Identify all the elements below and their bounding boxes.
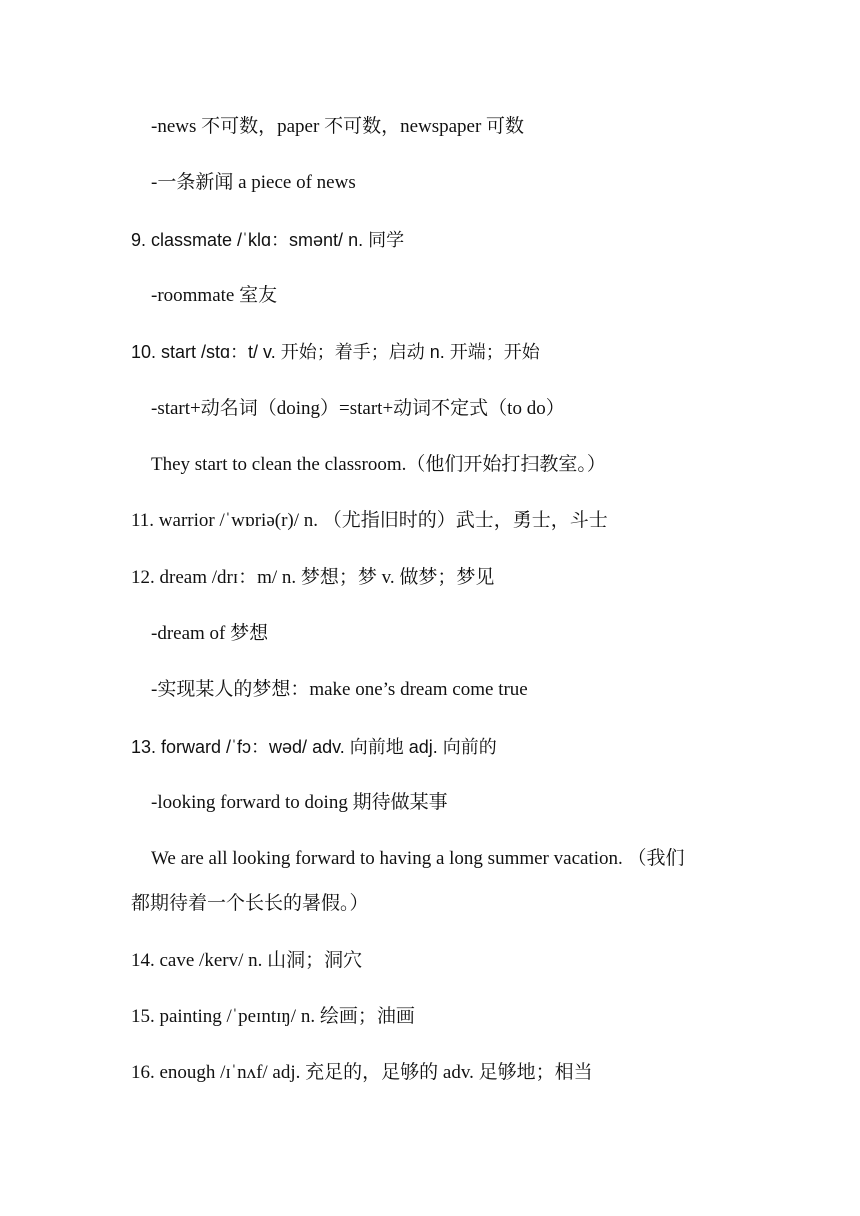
example-forward-line-2: 都期待着一个长长的暑假。） <box>131 893 369 914</box>
vocab-entry-dream: 12. dream /drɪ：m/ n. 梦想；梦 v. 做梦；梦见 <box>131 567 495 588</box>
vocab-entry-cave: 14. cave /kerv/ n. 山洞；洞穴 <box>131 950 363 971</box>
example-forward-line-1: We are all looking forward to having a long summer vacation. （我们 <box>151 848 685 869</box>
example-start: They start to clean the classroom.（他们开始打扫教室。） <box>151 454 606 475</box>
note-dream-come-true: -实现某人的梦想：make one’s dream come true <box>151 679 528 700</box>
vocab-entry-warrior: 11. warrior /ˈwɒriə(r)/ n. （尤指旧时的）武士，勇士，斗士 <box>131 510 608 531</box>
vocab-entry-painting: 15. painting /ˈpeɪntɪŋ/ n. 绘画；油画 <box>131 1006 415 1027</box>
note-news-countability: -news 不可数，paper 不可数，newspaper 可数 <box>151 116 525 137</box>
note-dream-of: -dream of 梦想 <box>151 623 269 644</box>
note-looking-forward: -looking forward to doing 期待做某事 <box>151 792 448 813</box>
vocab-entry-forward: 13. forward /ˈfɔ：wəd/ adv. 向前地 adj. 向前的 <box>131 737 497 757</box>
vocab-entry-classmate: 9. classmate /ˈklɑ：smənt/ n. 同学 <box>131 230 405 250</box>
note-roommate: -roommate 室友 <box>151 285 278 306</box>
note-piece-of-news: -一条新闻 a piece of news <box>151 172 356 193</box>
vocab-entry-start: 10. start /stɑ：t/ v. 开始；着手；启动 n. 开端；开始 <box>131 342 540 362</box>
note-start-usage: -start+动名词（doing）=start+动词不定式（to do） <box>151 398 565 419</box>
vocab-entry-enough: 16. enough /ɪˈnʌf/ adj. 充足的，足够的 adv. 足够地；相当 <box>131 1062 593 1083</box>
